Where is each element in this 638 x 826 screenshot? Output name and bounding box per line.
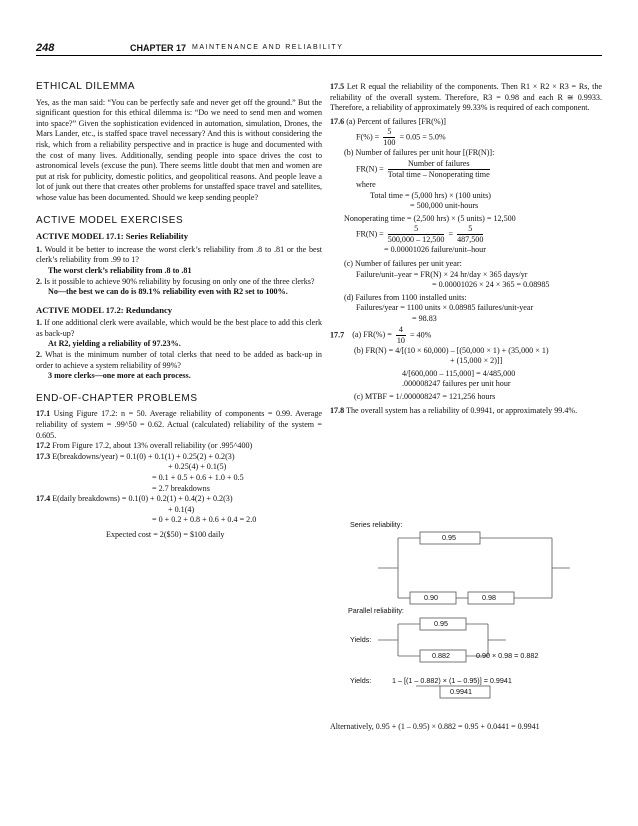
active-model-17-2-title: ACTIVE MODEL 17.2: Redundancy bbox=[36, 304, 173, 315]
eq-frn-values: FR(N) = $\frac{5}{500,000 - 12,500}$ = $\frac{5}{487,500}$ bbox=[356, 224, 484, 245]
problem-17-6a: 17.6 (a) Percent of failures [FR(%)] bbox=[330, 116, 446, 126]
chapter-label: CHAPTER 17 bbox=[130, 43, 187, 53]
failure-unit-year-2: = 0.00001026 × 24 × 365 = 0.08985 bbox=[432, 280, 550, 290]
total-time-line-2: = 500,000 unit-hours bbox=[410, 201, 479, 211]
problem-17-3-line-2: + 0.25(4) + 0.1(5) bbox=[168, 462, 227, 472]
chapter-title: MAINTENANCE AND RELIABILITY bbox=[192, 44, 344, 51]
eq-frn: FR(N) = $\frac{\text{Number of failures}}{\text{Total time – Nonoperating time}}$ bbox=[356, 158, 490, 179]
yields-label-2: Yields: bbox=[350, 676, 372, 685]
problem-17-7a: 17.7 (a) FR(%) = $\frac{4}{10}$ = 40% bbox=[330, 324, 432, 345]
box-090: 0.90 bbox=[424, 593, 438, 602]
am1-a2: No—the best we can do is 89.1% reliability even with R2 set to 100%. bbox=[48, 287, 288, 297]
problem-17-3-line-3: = 0.1 + 0.5 + 0.6 + 1.0 + 0.5 bbox=[152, 473, 244, 482]
problem-17-8: 17.8 The overall system has a reliability of 0.9941, or approximately 99.4%. bbox=[330, 406, 578, 416]
problem-17-7b-3: 4/[600,000 – 115,000] = 4/485,000 bbox=[402, 368, 516, 378]
page-header bbox=[36, 42, 602, 56]
box-095: 0.95 bbox=[442, 533, 456, 542]
calc-parallel: 1 – [(1 – 0.882) × (1 – 0.95)] = 0.9941 bbox=[392, 676, 512, 685]
box-09941: 0.9941 bbox=[450, 687, 472, 696]
ethical-dilemma-body: Yes, as the man said: “You can be perfectly safe and never get off the ground.” But the significant question for this ethical dilemma is: “Do we need to send men and women into space?” Given the sophistication evidenced in automation, simulation, Drones, the Mars Lander, etc., is staffed space travel necessary? And this is without considering the risk, which from a reliability perspective and in practice is huge and documented with the cost of many lives. Additionally, sending people into space drives the cost to astronomical levels (excuse the pun). There seems little doubt that men and women are put at risk for publicity, domestic politics, and geopolitical reasons. And people leave a lot of junk out there that creates other problems for unstaffed space travel and satellites, whose value has been documented. Should we keep sending people? bbox=[36, 97, 322, 202]
alternative-calculation: Alternatively, 0.95 + (1 – 0.95) × 0.882 = 0.95 + 0.0441 = 0.9941 bbox=[330, 722, 540, 731]
problem-17-1: 17.1 Using Figure 17.2: n = 50. Average reliability of components = 0.99. Average reliability of system = .99^50 = 0.62. Actual (calculated) reliability of the system = 0.605. bbox=[36, 409, 322, 440]
failures-year-2: = 98.83 bbox=[412, 313, 437, 323]
problem-17-4-line-1: 17.4 E(daily breakdowns) = 0.1(0) + 0.2(1) + 0.4(2) + 0.2(3) bbox=[36, 494, 233, 504]
am1-q2: 2. Is it possible to achieve 90% reliability by focusing on only one of the three clerks? bbox=[36, 276, 315, 286]
nonoperating-time: Nonoperating time = (2,500 hrs) × (5 units) = 12,500 bbox=[344, 213, 516, 223]
problem-17-3-line-1: 17.3 E(breakdowns/year) = 0.1(0) + 0.1(1) + 0.25(2) + 0.2(3) bbox=[36, 451, 235, 461]
problem-17-2: 17.2 From Figure 17.2, about 13% overall reliability (or .995^400) bbox=[36, 441, 253, 451]
problem-17-5: 17.5 Let R equal the reliability of the components. Then R1 × R2 × R3 = Rs, the reliability of the overall system. Therefore, R3 = 0.98 and each R ≅ 0.9933. Therefore, a reliability of approximately 99.33% is required of each component. bbox=[330, 82, 602, 113]
problem-17-7b-2: + (15,000 × 2)]] bbox=[450, 356, 503, 366]
left-column bbox=[36, 82, 322, 541]
failure-unit-year-1: Failure/unit–year = FR(N) × 24 hr/day × 365 days/yr bbox=[356, 269, 528, 279]
am2-a1: At R2, yielding a reliability of 97.23%. bbox=[48, 339, 181, 349]
box-095-parallel: 0.95 bbox=[434, 619, 448, 628]
reliability-diagram bbox=[330, 520, 602, 720]
problem-17-7b-1: (b) FR(N) = 4/[(10 × 60,000) – [(50,000 × 1) + (35,000 × 1) bbox=[354, 345, 549, 355]
failures-year-1: Failures/year = 1100 units × 0.08985 failures/unit-year bbox=[356, 303, 534, 313]
problem-17-6d: (d) Failures from 1100 installed units: bbox=[344, 292, 467, 302]
am2-q1: 1. If one additional clerk were available, which would be the best place to add this clerk as back-up? bbox=[36, 318, 322, 338]
active-model-17-1-title: ACTIVE MODEL 17.1: Series Reliability bbox=[36, 231, 189, 242]
am1-q1: 1. Would it be better to increase the worst clerk’s reliability from .8 to .81 or the best clerk’s reliability from .99 to 1? bbox=[36, 244, 322, 265]
problem-17-3-line-4: = 2.7 breakdowns bbox=[152, 483, 210, 493]
series-reliability-label: Series reliability: bbox=[350, 520, 403, 529]
problem-17-7b-4: .000008247 failures per unit hour bbox=[402, 379, 511, 389]
eq-f-percent: F(%) = $\frac{5}{100}$ = 0.05 = 5.0% bbox=[356, 127, 446, 148]
frn-result: = 0.00001026 failure/unit–hour bbox=[384, 245, 486, 255]
page-number: 248 bbox=[36, 42, 55, 54]
box-0882: 0.882 bbox=[432, 651, 450, 660]
yields-label-1: Yields: bbox=[350, 635, 372, 644]
am1-a1: The worst clerk’s reliability from .8 to .81 bbox=[48, 265, 192, 275]
ethical-dilemma-heading: ETHICAL DILEMMA bbox=[36, 81, 136, 92]
problem-17-7c: (c) MTBF = 1/.000008247 = 121,256 hours bbox=[354, 391, 496, 401]
am2-q2: 2. What is the minimum number of total clerks that need to be added as back-up in order to achieve a system reliability of 99%? bbox=[36, 350, 322, 370]
problem-17-4-line-4: Expected cost = 2($50) = $100 daily bbox=[106, 529, 225, 539]
problem-17-6c: (c) Number of failures per unit year: bbox=[344, 258, 462, 268]
active-model-heading: ACTIVE MODEL EXERCISES bbox=[36, 214, 184, 226]
calc-series-product: 0.90 × 0.98 = 0.882 bbox=[476, 651, 539, 660]
parallel-reliability-label: Parallel reliability: bbox=[348, 606, 404, 615]
total-time-line-1: Total time = (5,000 hrs) × (100 units) bbox=[370, 190, 491, 200]
problem-17-4-line-3: = 0 + 0.2 + 0.8 + 0.6 + 0.4 = 2.0 bbox=[152, 515, 257, 525]
eoc-heading: END-OF-CHAPTER PROBLEMS bbox=[36, 392, 198, 404]
problem-17-6b: (b) Number of failures per unit hour [(FR(N)]: bbox=[344, 148, 495, 158]
header-rule bbox=[36, 55, 602, 56]
where-label: where bbox=[356, 179, 376, 189]
right-column bbox=[330, 82, 602, 417]
am2-a2: 3 more clerks—one more at each process. bbox=[48, 371, 191, 381]
problem-17-4-line-2: + 0.1(4) bbox=[168, 504, 195, 514]
box-098: 0.98 bbox=[482, 593, 496, 602]
